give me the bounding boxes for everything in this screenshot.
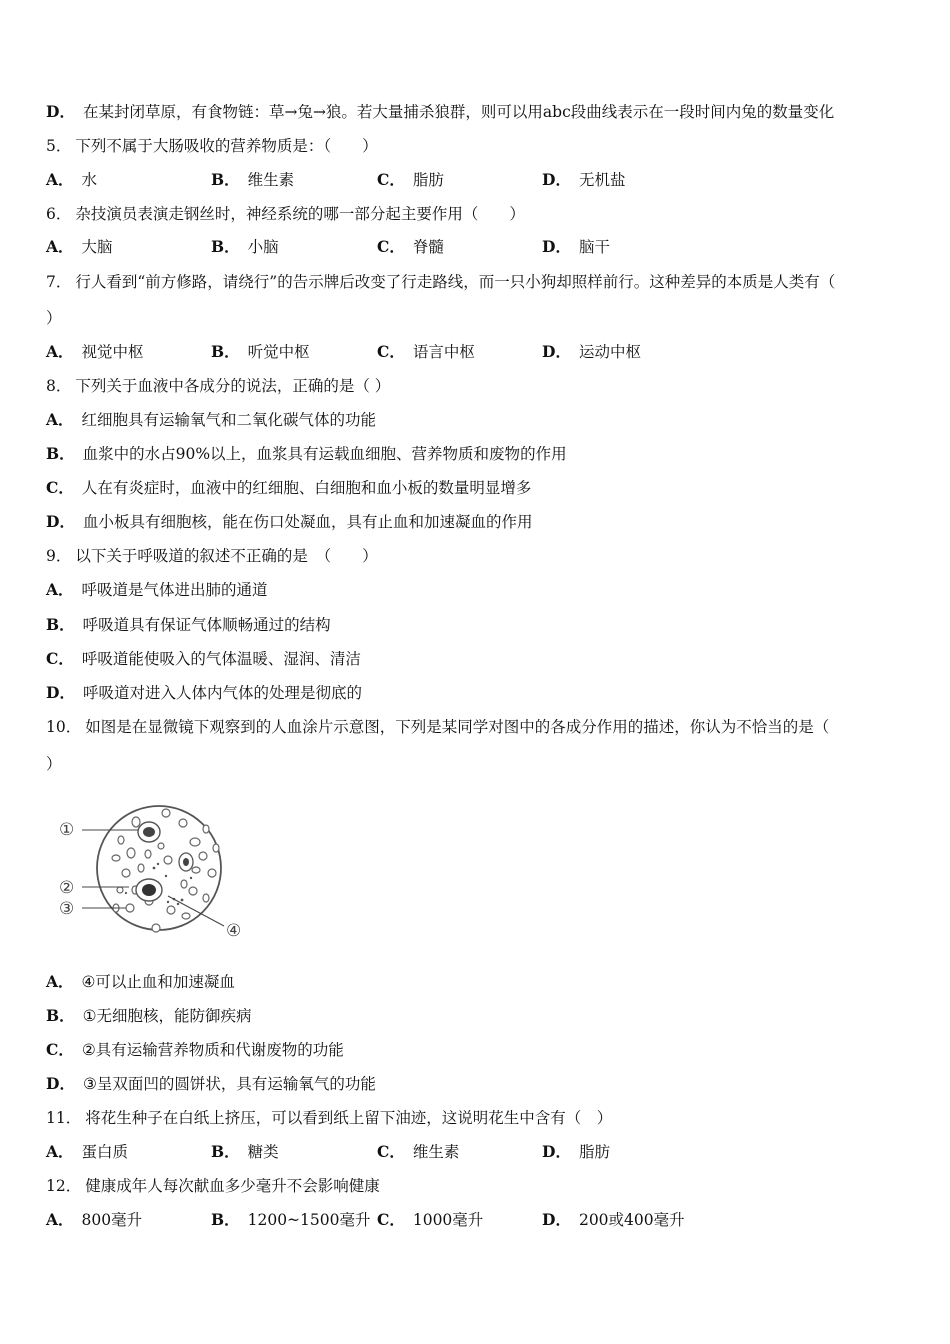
option-text: 在某封闭草原，有食物链：草→兔→狼。若大量捕杀狼群，则可以用abc段曲线表示在一段时间内兔的数量变化 bbox=[82, 103, 835, 121]
option-label: B． bbox=[211, 237, 240, 256]
label-3: ③ bbox=[59, 899, 75, 919]
q7-option-a[interactable] bbox=[46, 339, 144, 365]
q8-stem bbox=[46, 373, 390, 399]
option-label: B． bbox=[46, 444, 75, 463]
option-label: A． bbox=[46, 342, 74, 361]
q11-option-d[interactable] bbox=[542, 1139, 610, 1165]
question-text: 将花生种子在白纸上挤压，可以看到纸上留下油迹，这说明花生中含有（ ） bbox=[85, 1109, 613, 1127]
q11-stem bbox=[46, 1105, 612, 1131]
option-label: C． bbox=[377, 170, 405, 189]
option-text: 血浆中的水占90%以上，血浆具有运载血细胞、营养物质和废物的作用 bbox=[82, 445, 567, 463]
option-text: 维生素 bbox=[412, 1143, 460, 1161]
q12-option-b[interactable] bbox=[211, 1207, 371, 1233]
label-1: ① bbox=[59, 820, 75, 840]
question-text: 下列不属于大肠吸收的营养物质是：（ ） bbox=[75, 137, 378, 155]
option-label: A． bbox=[46, 580, 74, 599]
q12-stem bbox=[46, 1173, 380, 1199]
blood-smear-figure bbox=[56, 798, 252, 948]
option-label: C． bbox=[46, 478, 74, 497]
question-number: 10． bbox=[46, 718, 82, 736]
option-label: A． bbox=[46, 410, 74, 429]
q7-stem bbox=[46, 269, 835, 295]
q12-option-a[interactable] bbox=[46, 1207, 142, 1233]
q11-option-c[interactable] bbox=[377, 1139, 459, 1165]
option-text: 脂肪 bbox=[412, 171, 444, 189]
q9-option-d[interactable] bbox=[46, 680, 362, 706]
option-text: 呼吸道能使吸入的气体温暖、湿润、清洁 bbox=[81, 650, 361, 668]
option-label: A． bbox=[46, 170, 74, 189]
option-label: D． bbox=[542, 342, 571, 361]
option-text: 运动中枢 bbox=[578, 343, 641, 361]
q7-option-c[interactable] bbox=[377, 339, 475, 365]
option-label: D． bbox=[542, 1210, 571, 1229]
option-label: D． bbox=[542, 1142, 571, 1161]
option-label: B． bbox=[46, 1006, 75, 1025]
option-label: D． bbox=[46, 683, 75, 702]
question-number: 9． bbox=[46, 547, 72, 565]
option-label: B． bbox=[211, 170, 240, 189]
option-label: A． bbox=[46, 237, 74, 256]
option-label: D． bbox=[542, 237, 571, 256]
label-4: ④ bbox=[226, 921, 242, 941]
q11-option-a[interactable] bbox=[46, 1139, 128, 1165]
q10-option-a[interactable] bbox=[46, 969, 235, 995]
option-text: 语言中枢 bbox=[412, 343, 475, 361]
question-text: 下列关于血液中各成分的说法，正确的是（ ） bbox=[75, 377, 391, 395]
question-number: 5． bbox=[46, 137, 72, 155]
option-label: D． bbox=[46, 512, 75, 531]
option-text: 呼吸道对进入人体内气体的处理是彻底的 bbox=[82, 684, 362, 702]
question-number: 12． bbox=[46, 1177, 82, 1195]
q11-option-b[interactable] bbox=[211, 1139, 279, 1165]
label-2: ② bbox=[59, 878, 75, 898]
option-label: D． bbox=[46, 1074, 75, 1093]
option-text: 大脑 bbox=[81, 238, 113, 256]
question-text: 以下关于呼吸道的叙述不正确的是 （ ） bbox=[75, 547, 378, 565]
option-label: B． bbox=[211, 1142, 240, 1161]
blood-smear-diagram bbox=[56, 798, 252, 948]
question-text: 杂技演员表演走钢丝时，神经系统的哪一部分起主要作用（ ） bbox=[75, 205, 525, 223]
q9-option-c[interactable] bbox=[46, 646, 361, 672]
option-label: D． bbox=[542, 170, 571, 189]
q6-option-a[interactable] bbox=[46, 234, 113, 260]
q6-option-b[interactable] bbox=[211, 234, 279, 260]
q5-option-c[interactable] bbox=[377, 167, 444, 193]
q5-option-a[interactable] bbox=[46, 167, 97, 193]
option-label: C． bbox=[377, 237, 405, 256]
option-text: 1000毫升 bbox=[412, 1211, 484, 1229]
q5-option-d[interactable] bbox=[542, 167, 625, 193]
q6-option-c[interactable] bbox=[377, 234, 444, 260]
option-label: C． bbox=[377, 1142, 405, 1161]
option-text: 水 bbox=[81, 171, 98, 189]
q8-option-a[interactable] bbox=[46, 407, 376, 433]
option-text: 人在有炎症时，血液中的红细胞、白细胞和血小板的数量明显增多 bbox=[81, 479, 532, 497]
option-text: 脂肪 bbox=[578, 1143, 610, 1161]
q10-option-c[interactable] bbox=[46, 1037, 344, 1063]
q10-option-b[interactable] bbox=[46, 1003, 252, 1029]
q8-option-b[interactable] bbox=[46, 441, 567, 467]
option-label: C． bbox=[46, 649, 74, 668]
option-text: 800毫升 bbox=[81, 1211, 143, 1229]
q6-option-d[interactable] bbox=[542, 234, 610, 260]
option-label: B． bbox=[46, 615, 75, 634]
option-label: A． bbox=[46, 1142, 74, 1161]
question-number: 7． bbox=[46, 273, 72, 291]
q10-option-d[interactable] bbox=[46, 1071, 376, 1097]
option-text: 血小板具有细胞核，能在伤口处凝血，具有止血和加速凝血的作用 bbox=[82, 513, 533, 531]
q8-option-c[interactable] bbox=[46, 475, 531, 501]
option-text: 小脑 bbox=[247, 238, 279, 256]
question-text: 行人看到“前方修路，请绕行”的告示牌后改变了行走路线，而一只小狗却照样前行。这种差异的本质是人类有（ bbox=[75, 273, 836, 291]
q4-option-d[interactable] bbox=[46, 99, 834, 125]
q7-option-b[interactable] bbox=[211, 339, 310, 365]
option-text: 糖类 bbox=[247, 1143, 279, 1161]
q12-option-c[interactable] bbox=[377, 1207, 483, 1233]
option-text: 脑干 bbox=[578, 238, 610, 256]
option-text: 呼吸道具有保证气体顺畅通过的结构 bbox=[82, 616, 331, 634]
option-text: 维生素 bbox=[247, 171, 295, 189]
option-text: 蛋白质 bbox=[81, 1143, 129, 1161]
option-text: 红细胞具有运输氧气和二氧化碳气体的功能 bbox=[81, 411, 377, 429]
option-text: ④可以止血和加速凝血 bbox=[81, 973, 235, 991]
option-label: C． bbox=[377, 342, 405, 361]
question-text: 健康成年人每次献血多少毫升不会影响健康 bbox=[85, 1177, 380, 1195]
q9-stem bbox=[46, 543, 378, 569]
q6-stem bbox=[46, 201, 525, 227]
q8-option-d[interactable] bbox=[46, 509, 532, 535]
option-text: 200或400毫升 bbox=[578, 1211, 685, 1229]
option-label: C． bbox=[377, 1210, 405, 1229]
option-label: B． bbox=[211, 342, 240, 361]
q9-option-b[interactable] bbox=[46, 612, 331, 638]
option-text: 听觉中枢 bbox=[247, 343, 310, 361]
option-text: 呼吸道是气体进出肺的通道 bbox=[81, 581, 268, 599]
question-number: 6． bbox=[46, 205, 72, 223]
question-number: 8． bbox=[46, 377, 72, 395]
option-label: C． bbox=[46, 1040, 74, 1059]
option-text: 视觉中枢 bbox=[81, 343, 144, 361]
option-text: 1200~1500毫升 bbox=[247, 1211, 371, 1229]
q5-option-b[interactable] bbox=[211, 167, 294, 193]
option-label: A． bbox=[46, 972, 74, 991]
q7-option-d[interactable] bbox=[542, 339, 641, 365]
q12-option-d[interactable] bbox=[542, 1207, 685, 1233]
question-number: 11． bbox=[46, 1109, 82, 1127]
option-text: 脊髓 bbox=[412, 238, 444, 256]
question-text: 如图是在显微镜下观察到的人血涂片示意图，下列是某同学对图中的各成分作用的描述，你认为不恰当的是（ bbox=[85, 718, 830, 736]
option-label: A． bbox=[46, 1210, 74, 1229]
q7-stem-continued: ） bbox=[46, 309, 62, 327]
option-text: ①无细胞核，能防御疾病 bbox=[82, 1007, 252, 1025]
q10-stem-continued: ） bbox=[46, 755, 62, 773]
option-label: D． bbox=[46, 102, 75, 121]
option-text: ②具有运输营养物质和代谢废物的功能 bbox=[81, 1041, 344, 1059]
q5-stem bbox=[46, 133, 378, 159]
option-label: B． bbox=[211, 1210, 240, 1229]
q9-option-a[interactable] bbox=[46, 577, 268, 603]
option-text: ③呈双面凹的圆饼状，具有运输氧气的功能 bbox=[82, 1075, 376, 1093]
q10-stem bbox=[46, 714, 829, 740]
option-text: 无机盐 bbox=[578, 171, 626, 189]
